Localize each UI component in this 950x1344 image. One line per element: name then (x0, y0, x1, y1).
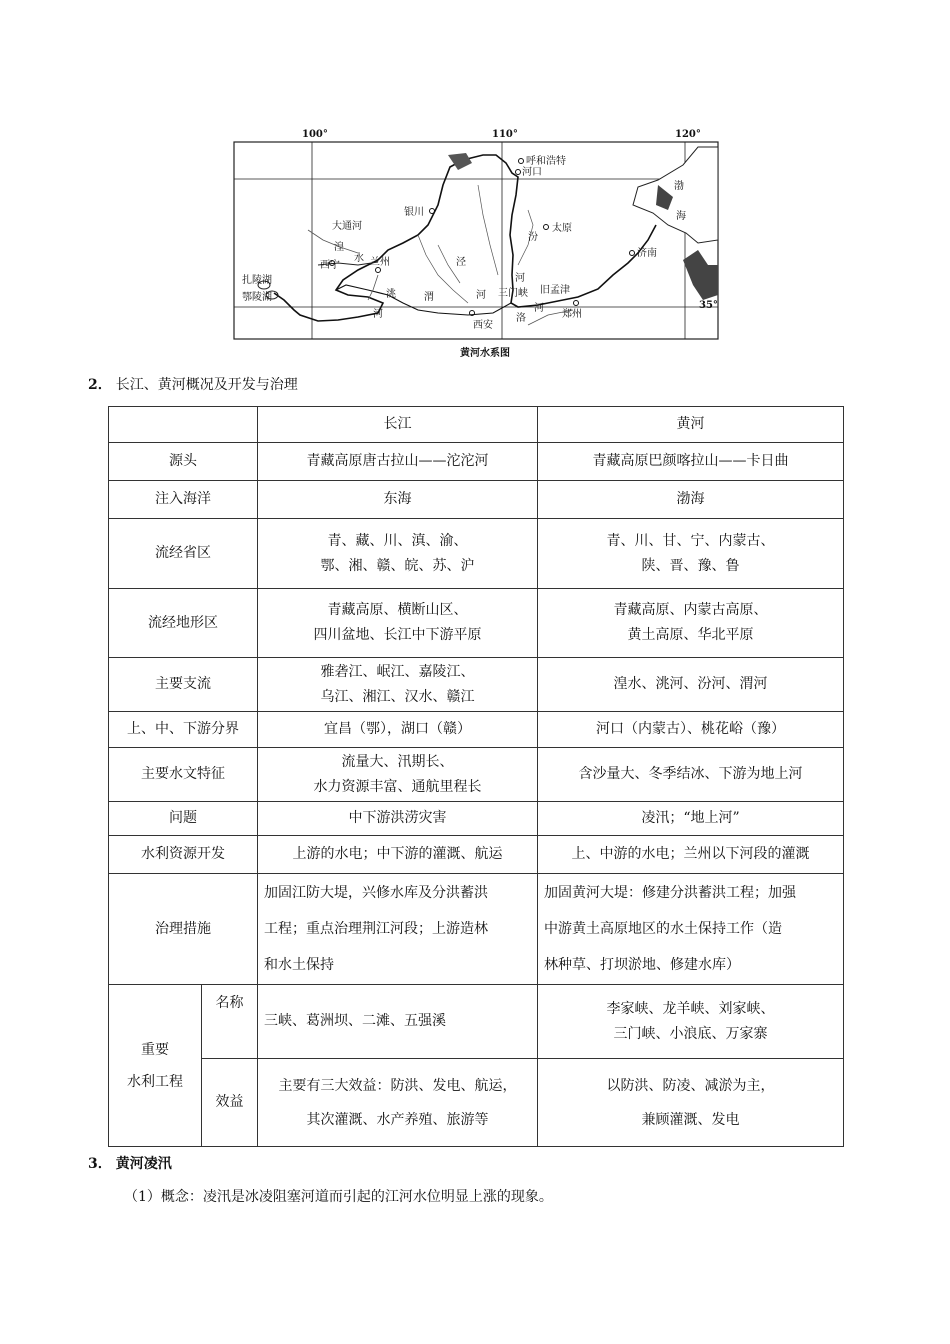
cj-line: 青、藏、川、滇、渝、 (327, 532, 468, 549)
cj-cell (258, 481, 538, 519)
taiyuan-dot (544, 225, 549, 230)
project-label-1: 重要 (141, 1041, 169, 1058)
header-changjiang: 长江 (258, 407, 538, 443)
hh-line: 河口（内蒙古）、桃花峪（豫） (596, 721, 785, 737)
section-3-heading (88, 1153, 176, 1173)
label-shui: 水 (354, 253, 364, 264)
label-fen: 汾 (528, 232, 538, 243)
label-huang: 湟 (334, 242, 344, 253)
hh-cell (538, 443, 844, 481)
row-label: 上、中、下游分界 (109, 712, 258, 748)
cj-cell (258, 748, 538, 802)
label-xining: 西宁 (320, 260, 340, 271)
hh-cell (538, 589, 844, 658)
label-taiyuan: 太原 (552, 223, 572, 234)
table-row (109, 712, 844, 748)
cj-line: 主要有三大效益：防洪、发电、航运， (278, 1077, 517, 1094)
lanzhou-dot (376, 268, 381, 273)
cj-line: 三峡、葛洲坝、二滩、五强溪 (264, 1013, 446, 1029)
hh-line: 中游黄土高原地区的水土保持工作（造 (544, 921, 782, 937)
section-3-number: 3． (88, 1156, 112, 1172)
cj-cell (258, 658, 538, 712)
hekou-dot (516, 170, 521, 175)
cj-line: 上游的水电；中下游的灌溉、航运 (292, 846, 503, 862)
hh-line: 含沙量大、冬季结冰、下游为地上河 (578, 766, 803, 782)
project-label-cell (109, 985, 202, 1147)
cj-line: 宜昌（鄂），湖口（赣） (324, 721, 471, 737)
hh-cell (538, 1059, 844, 1147)
label-luo: 洛 (516, 313, 526, 324)
lon-100-label: 100° (302, 129, 328, 140)
row-label: 主要水文特征 (109, 748, 258, 802)
label-lanzhou: 兰州 (370, 257, 390, 268)
hh-cell (538, 712, 844, 748)
project-effect-row (109, 1059, 844, 1147)
hh-cell (538, 748, 844, 802)
table-row (109, 748, 844, 802)
row-label: 主要支流 (109, 658, 258, 712)
cj-line: 雅砻江、岷江、嘉陵江、 (320, 663, 475, 680)
hh-line: 凌汛；“地上河” (641, 810, 740, 826)
label-yinchuan: 银川 (404, 207, 424, 218)
label-he-wei: 河 (476, 290, 486, 301)
zhengzhou-dot (574, 301, 579, 306)
jinan-dot (630, 251, 635, 256)
header-huanghe: 黄河 (538, 407, 844, 443)
cj-line: 四川盆地、长江中下游平原 (313, 627, 482, 643)
label-datonghe: 大通河 (332, 221, 362, 232)
table-row (109, 481, 844, 519)
label-elinghu: 鄂陵湖 (242, 292, 272, 303)
label-sanmenxia: 三门峡 (498, 288, 528, 299)
hh-line: 青藏高原巴颜喀拉山——卡日曲 (592, 453, 789, 469)
comparison-table (108, 406, 844, 1147)
hh-line: 青藏高原、内蒙古高原、 (613, 602, 768, 618)
row-label: 流经地形区 (109, 589, 258, 658)
label-jinan: 济南 (637, 248, 657, 259)
hh-cell (538, 481, 844, 519)
hh-line: 黄土高原、华北平原 (627, 627, 754, 643)
hh-cell (538, 836, 844, 874)
effect-label: 效益 (202, 1059, 258, 1147)
section-3-title: 黄河凌汛 (115, 1156, 172, 1172)
hh-line: 以防洪、防凌、减淤为主， (606, 1077, 775, 1094)
hh-line: 三门峡、小浪底、万家寨 (613, 1025, 768, 1042)
cj-line: 青藏高原、横断山区、 (327, 602, 468, 618)
cj-line: 加固江防大堤，兴修水库及分洪蓄洪 (264, 885, 488, 901)
label-tao: 洮 (386, 289, 396, 300)
cj-line: 水力资源丰富、通航里程长 (313, 778, 482, 795)
label-he-luo: 河 (534, 303, 544, 314)
label-wei: 渭 (424, 292, 434, 303)
row-label: 问题 (109, 802, 258, 836)
bohai-sea (633, 147, 718, 243)
cj-cell (258, 712, 538, 748)
label-zhengzhou: 郑州 (562, 309, 582, 320)
huhehaote-dot (519, 159, 524, 164)
hh-cell (538, 658, 844, 712)
row-label: 源头 (109, 443, 258, 481)
datong-river (308, 230, 358, 253)
hh-line: 林种草、打坝淤地、修建水库） (544, 957, 740, 973)
hh-line: 青、川、甘、宁、内蒙古、 (606, 532, 775, 549)
row-label: 注入海洋 (109, 481, 258, 519)
cj-cell (258, 874, 538, 985)
hh-line: 加固黄河大堤：修建分洪蓄洪工程；加强 (544, 885, 796, 901)
label-he-fen: 河 (515, 273, 525, 284)
yellow-river-map (228, 125, 728, 365)
cj-line: 其次灌溉、水产养殖、旅游等 (306, 1111, 489, 1128)
label-jiumengjin: 旧孟津 (540, 285, 570, 296)
map-svg (228, 125, 728, 365)
map-caption: 黄河水系图 (460, 348, 510, 359)
shandong-coast-shade (683, 250, 718, 300)
section-2-title: 长江、黄河概况及开发与治理 (115, 377, 298, 393)
map-frame (234, 142, 718, 339)
cj-line: 鄂、湘、赣、皖、苏、沪 (320, 557, 475, 574)
cj-line: 乌江、湘江、汉水、赣江 (320, 688, 475, 705)
section-2-heading (88, 374, 298, 394)
row-label: 治理措施 (109, 874, 258, 985)
lat-35-label: 35° (699, 300, 718, 311)
hh-line: 湟水、洮河、汾河、渭河 (613, 676, 768, 692)
table-row (109, 802, 844, 836)
project-name-row (109, 985, 844, 1059)
hh-cell (538, 802, 844, 836)
cj-line: 青藏高原唐古拉山——沱沱河 (306, 453, 489, 469)
cj-cell (258, 802, 538, 836)
cj-line: 东海 (383, 491, 412, 507)
cj-cell (258, 1059, 538, 1147)
row-label: 流经省区 (109, 519, 258, 589)
yinchuan-dot (430, 209, 435, 214)
header-empty (109, 407, 258, 443)
table-row (109, 874, 844, 985)
table-header-row (109, 407, 844, 443)
lon-110-label: 110° (492, 129, 518, 140)
label-bo: 渤 (674, 181, 684, 192)
hh-line: 渤海 (676, 491, 705, 507)
concept-paragraph: （1）概念：凌汛是冰凌阻塞河道而引起的江河水位明显上涨的现象。 (124, 1189, 553, 1205)
label-hai: 海 (676, 211, 686, 222)
cj-cell (258, 519, 538, 589)
project-label-2: 水利工程 (127, 1073, 183, 1090)
hh-cell (538, 985, 844, 1059)
cj-line: 流量大、汛期长、 (341, 753, 454, 770)
label-jing: 泾 (456, 257, 466, 268)
desert-area (448, 153, 472, 170)
name-label: 名称 (202, 985, 258, 1059)
cj-cell (258, 985, 538, 1059)
table-row (109, 443, 844, 481)
lon-120-label: 120° (675, 129, 701, 140)
label-hekou: 河口 (522, 167, 542, 178)
label-he-tao: 河 (373, 309, 383, 320)
hh-line: 兼顾灌溉、发电 (641, 1111, 740, 1128)
hh-line: 陕、晋、豫、鲁 (641, 557, 740, 574)
cj-line: 和水土保持 (264, 957, 334, 973)
yellow-river-main (274, 155, 656, 321)
branch-2 (478, 185, 498, 275)
label-huhehaote: 呼和浩特 (526, 156, 566, 167)
section-2-number: 2． (88, 377, 112, 393)
cj-cell (258, 443, 538, 481)
hh-line: 上、中游的水电；兰州以下河段的灌溉 (571, 846, 810, 862)
table-row (109, 658, 844, 712)
tao-river (368, 275, 378, 300)
label-zhalinghu: 扎陵湖 (242, 275, 272, 286)
cj-cell (258, 589, 538, 658)
hh-cell (538, 519, 844, 589)
hh-cell (538, 874, 844, 985)
table-row (109, 519, 844, 589)
cj-line: 中下游洪涝灾害 (348, 810, 447, 826)
table-row (109, 589, 844, 658)
label-xian: 西安 (473, 320, 493, 331)
hh-line: 李家峡、龙羊峡、刘家峡、 (606, 1000, 775, 1017)
table-row (109, 836, 844, 874)
cj-cell (258, 836, 538, 874)
cj-line: 工程；重点治理荆江河段；上游造林 (264, 921, 488, 937)
row-label: 水利资源开发 (109, 836, 258, 874)
